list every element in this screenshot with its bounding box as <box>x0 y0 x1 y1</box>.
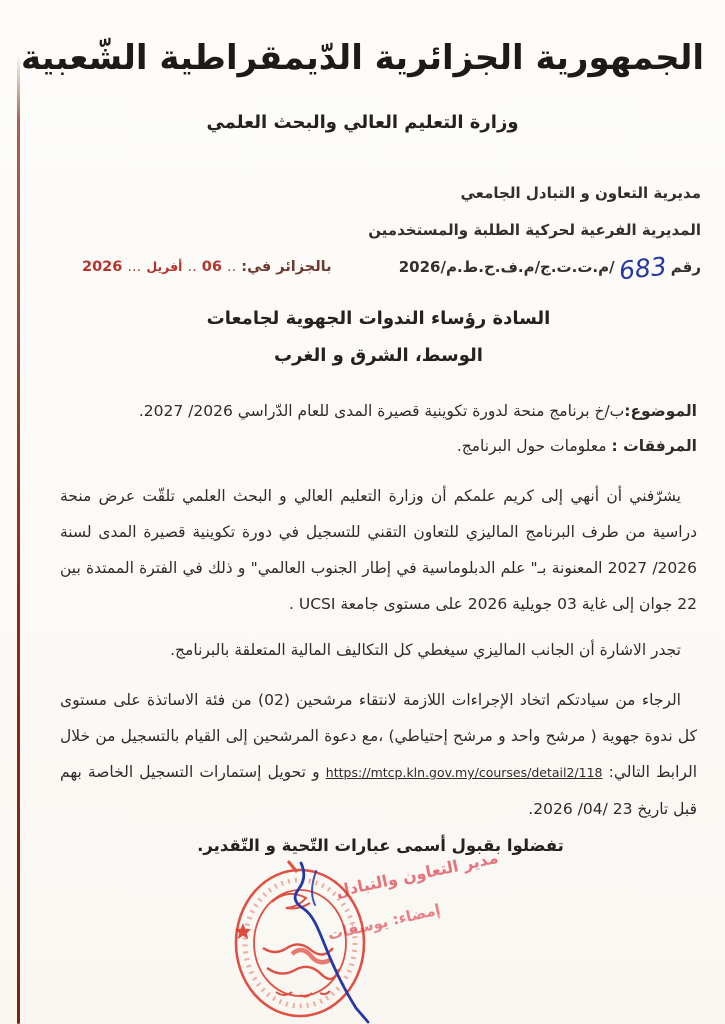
stamp-inner-crescent <box>272 894 310 909</box>
stamp-director-text: مدير التعاون والتبادل <box>334 847 500 901</box>
body-paragraph-3-tail: و تحويل إستمارات التسجيل الخاصة بهم قبل تاريخ 23 /04/ 2026. <box>60 763 697 818</box>
closing-line: تفضلوا بقبول أسمى عبارات التّحية و التّقدير. <box>197 836 564 855</box>
stamp-inner-script-2 <box>267 967 339 979</box>
sender-block <box>368 184 701 295</box>
letter-body <box>60 478 697 827</box>
attachments-line <box>60 429 697 464</box>
page-edge-scan-artifact <box>17 54 20 1024</box>
directorate-line: مديرية التعاون و التبادل الجامعي <box>460 184 701 202</box>
recipient-line-2: الوسط، الشرق و الغرب <box>274 345 483 366</box>
date-month-stamped: أفريل <box>146 259 183 274</box>
subject-text: ب/خ برنامج منحة لدورة تكوينية قصيرة المدى للعام الدّراسي 2026/ 2027. <box>138 402 625 420</box>
date-year-stamped: 2026 <box>82 259 123 275</box>
stamp-bottom-marks <box>276 991 330 997</box>
ministry-title: وزارة التعليم العالي والبحث العلمي <box>206 112 519 133</box>
signature-loop-stroke <box>312 871 316 905</box>
dotted-leader: .. <box>187 259 197 275</box>
sub-directorate-line: المديرية الفرعية لحركية الطلبة والمستخدمين <box>368 221 701 239</box>
body-paragraph-1: يشرّفني أن أنهي إلى كريم علمكم أن وزارة التعليم العالي و البحث العلمي تلقّت عرض منحة دراسية من طرف البرنامج الماليزي للتعاون التقني للتسجيل في دورة تكوينية قصيرة المدى لسنة 2026/ 2027 المعنونة بـ" علم الدبلوماسية في إطار الجنوب العالمي" و ذلك في الفترة الممتدة بين 22 جوان إلى غاية 03 جويلية 2026 على مستوى جامعة UCSI . <box>60 487 697 613</box>
attachments-text: معلومات حول البرنامج. <box>456 437 607 455</box>
body-paragraph-3-text: الرجاء من سيادتكم اتخاد الإجراءات اللازمة لانتقاء مرشحين (02) من فئة الاساتذة على مستوى كل ندوة جهوية ( مرشح واحد و مرشح إحتياطي) ،مع دعوة المرشحين إلى القيام بالتسجيل من خلال الرابط التالي: <box>60 691 697 781</box>
republic-title: الجمهورية الجزائرية الدّيمقراطية الشّعبية <box>21 38 704 78</box>
stamp-inner-script-1 <box>263 944 333 954</box>
dotted-leader: ... <box>127 259 142 275</box>
subject-label: الموضوع: <box>624 402 697 420</box>
body-paragraph-3 <box>60 682 697 827</box>
star-icon <box>235 923 251 939</box>
place-date-label: بالجزائر في: <box>241 259 332 275</box>
recipient-block <box>16 300 725 374</box>
body-paragraph-2: تجدر الاشارة أن الجانب الماليزي سيغطي كل التكاليف المالية المتعلقة بالبرنامج. <box>170 641 681 659</box>
dotted-leader: .. <box>227 259 237 275</box>
stamp-inner-script-3 <box>292 950 330 962</box>
stamp-top-mark <box>288 861 297 872</box>
recipient-line-1: السادة رؤساء الندوات الجهوية لجامعات <box>206 308 551 329</box>
subject-line <box>60 394 697 429</box>
registration-link: https://mtcp.kln.gov.my/courses/detail2/118 <box>325 765 603 780</box>
place-date-line <box>82 259 332 275</box>
stamp-signature-text: إمضاء: يوسفات <box>325 900 443 944</box>
reference-code: /م.ت.ت.ج/م.ف.ح.ط.م/2026 <box>398 258 615 276</box>
reference-line <box>368 251 701 286</box>
reference-label: رقم <box>670 258 701 276</box>
reference-number-handwritten: 683 <box>617 251 668 286</box>
attachments-label: المرفقات : <box>611 437 697 455</box>
subject-block <box>60 394 697 464</box>
date-day-stamped: 06 <box>201 259 222 275</box>
